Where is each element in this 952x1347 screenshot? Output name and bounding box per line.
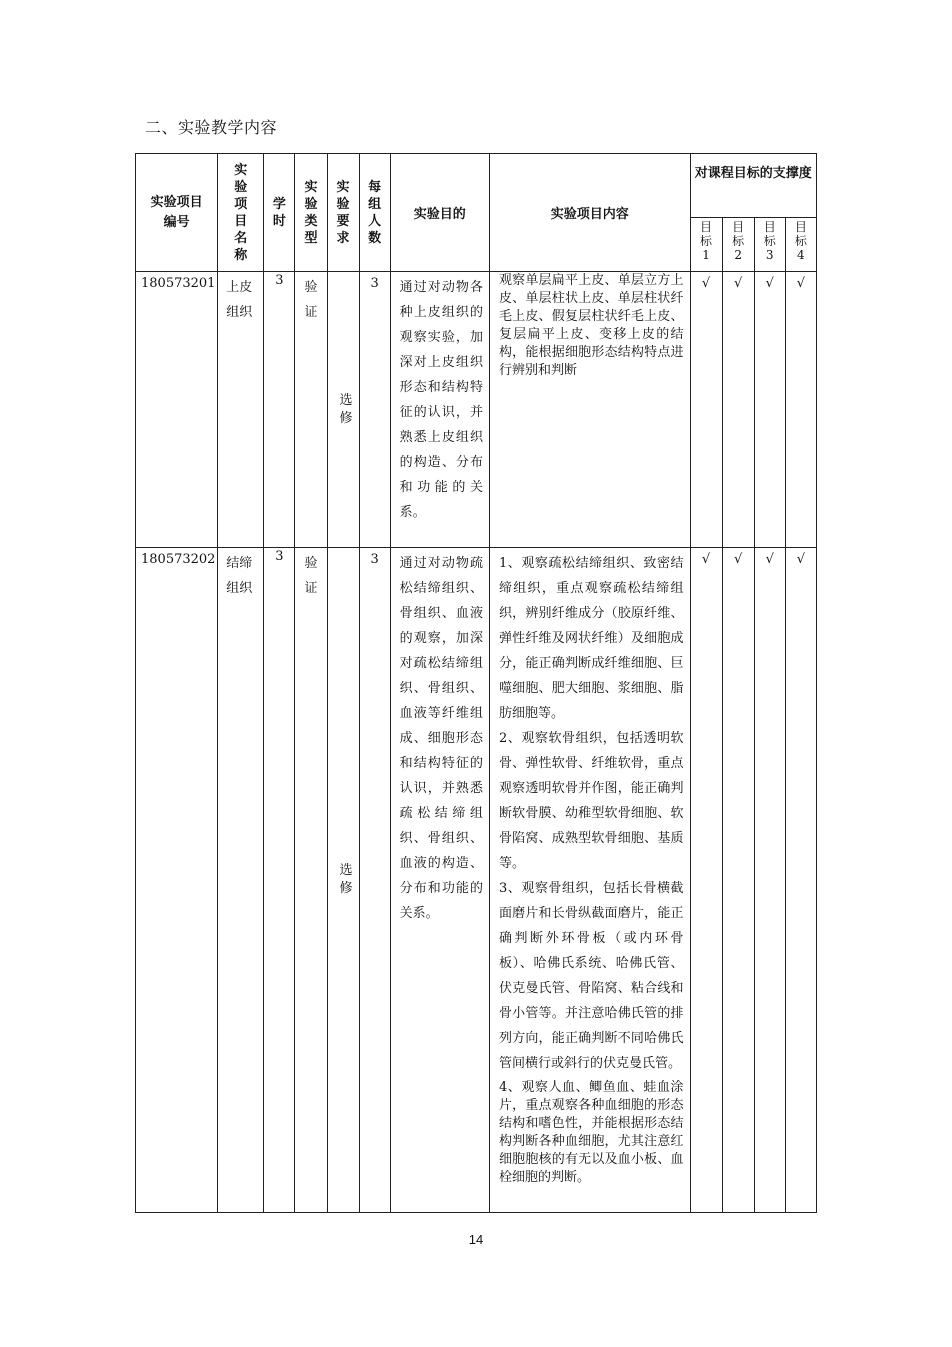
content-paragraph: 2、观察软骨组织，包括透明软骨、弹性软骨、纤维软骨，重点观察透明软骨并作图，能正确判断软骨膜、幼稚型软骨细胞、软骨陷窝、成熟型软骨细胞、基质等。 — [498, 731, 684, 871]
row-check-goal-2: √ — [722, 272, 754, 548]
row-name: 上皮组织 — [218, 272, 264, 548]
row-hours: 3 — [264, 272, 295, 548]
header-support: 对课程目标的支撑度 — [690, 154, 816, 218]
header-goal-3: 目标3 — [754, 218, 785, 272]
header-group-size: 每组人数 — [359, 154, 390, 272]
header-type: 实验类型 — [295, 154, 327, 272]
row-check-goal-3: √ — [754, 272, 785, 548]
row-hours: 3 — [264, 548, 295, 1213]
header-goal-1: 目标1 — [690, 218, 722, 272]
header-name: 实验项目名称 — [218, 154, 264, 272]
row-name: 结缔组织 — [218, 548, 264, 1213]
content-paragraph: 1、观察疏松结缔组织、致密结缔组织，重点观察疏松结缔组织，辨别纤维成分（胶原纤维、弹性纤维及网状纤维）及细胞成分，能正确判断成纤维细胞、巨噬细胞、肥大细胞、浆细胞、脂肪细胞等。 — [498, 556, 684, 721]
row-type: 验证 — [295, 272, 327, 548]
row-code: 180573201 — [136, 272, 218, 548]
header-requirement: 实验要求 — [327, 154, 359, 272]
row-check-goal-4: √ — [785, 272, 816, 548]
table-row — [136, 272, 817, 548]
content-paragraph: 3、观察骨组织，包括长骨横截面磨片和长骨纵截面磨片，能正确判断外环骨板（或内环骨板）、哈佛氏系统、哈佛氏管、伏克曼氏管、骨陷窝、粘合线和骨小管等。并注意哈佛氏管的排列方向，能正确判断不同哈佛氏管间横行或斜行的伏克曼氏管。 — [498, 881, 684, 1071]
content-paragraph: 4、观察人血、鲫鱼血、蛙血涂片，重点观察各种血细胞的形态结构和嗜色性，并能根据形态结构判断各种血细胞，尤其注意红细胞胞核的有无以及血小板、血栓细胞的判断。 — [498, 1080, 684, 1185]
header-content: 实验项目内容 — [489, 154, 690, 272]
header-goal-4: 目标4 — [785, 218, 816, 272]
row-requirement: 选修 — [327, 272, 359, 548]
row-check-goal-1: √ — [690, 272, 722, 548]
row-purpose: 通过对动物疏松结缔组织、骨组织、血液的观察，加深对疏松结缔组织、骨组织、血液等纤维组成、细胞形态和结构特征的认识，并熟悉疏松结缔组织、骨组织、血液的构造、分布和功能的关系。 — [390, 548, 489, 1213]
row-type: 验证 — [295, 548, 327, 1213]
section-title: 二、实验教学内容 — [145, 118, 278, 137]
header-code: 实验项目编号 — [136, 154, 218, 272]
row-group-size: 3 — [359, 272, 390, 548]
header-hours: 学时 — [264, 154, 295, 272]
content-paragraph: 观察单层扁平上皮、单层立方上皮、单层柱状上皮、单层柱状纤毛上皮、假复层柱状纤毛上皮、复层扁平上皮、变移上皮的结构，能根据细胞形态结构特点进行辨别和判断 — [498, 273, 684, 378]
row-check-goal-4: √ — [785, 548, 816, 1213]
header-goal-2: 目标2 — [722, 218, 754, 272]
row-check-goal-1: √ — [690, 548, 722, 1213]
row-content — [489, 548, 690, 1213]
table-row — [136, 548, 817, 1213]
row-content — [489, 272, 690, 548]
row-check-goal-3: √ — [754, 548, 785, 1213]
header-purpose: 实验目的 — [390, 154, 489, 272]
row-group-size: 3 — [359, 548, 390, 1213]
row-requirement: 选修 — [327, 548, 359, 1213]
row-check-goal-2: √ — [722, 548, 754, 1213]
page-number: 14 — [468, 1232, 484, 1247]
row-purpose: 通过对动物各种上皮组织的观察实验，加深对上皮组织形态和结构特征的认识，并熟悉上皮组织的构造、分布和功能的关系。 — [390, 272, 489, 548]
experiment-table — [135, 153, 817, 1213]
row-code: 180573202 — [136, 548, 218, 1213]
